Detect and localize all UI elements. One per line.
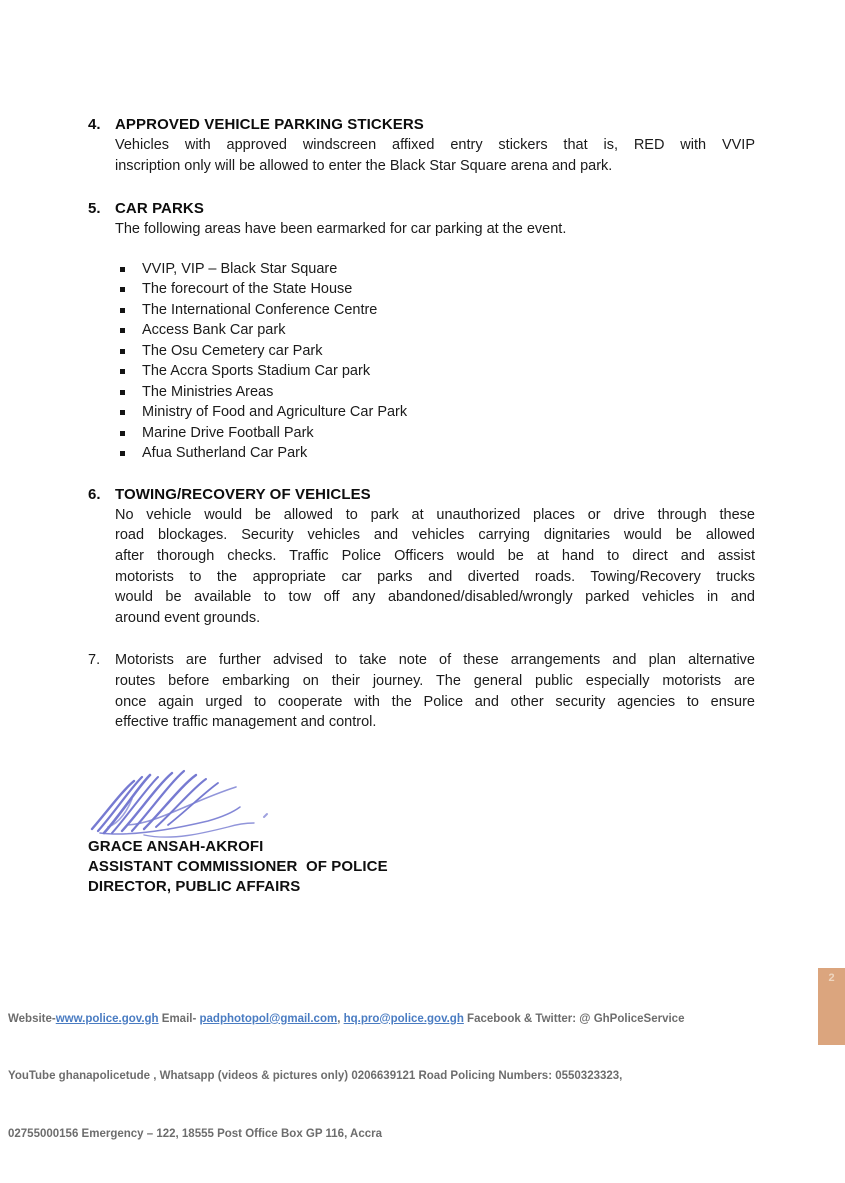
list-item (120, 382, 755, 403)
section-towing-recovery (88, 485, 755, 629)
signature (88, 765, 755, 837)
list-item-label: The forecourt of the State House (142, 281, 353, 298)
paragraph-line: would be available to tow off any abandoned/disabled/wrongly parked vehicles in and (115, 589, 755, 606)
list-item (120, 279, 755, 300)
list-item-label: The Osu Cemetery car Park (142, 342, 323, 359)
email-link-secondary[interactable]: hq.pro@police.gov.gh (343, 1012, 464, 1025)
bullet-square-icon (120, 349, 125, 354)
section-number: 7. (88, 652, 101, 669)
signatory-rank: ASSISTANT COMMISSIONER OF POLICE (88, 857, 388, 875)
website-label: Website- (8, 1012, 56, 1025)
list-item (120, 320, 755, 341)
bullet-square-icon (120, 451, 125, 456)
paragraph-line: around event grounds. (115, 609, 261, 626)
page-number: 2 (828, 972, 835, 984)
paragraph-line: Vehicles with approved windscreen affixed entry stickers that is, RED with VVIP (115, 137, 755, 153)
social-text: Facebook & Twitter: @ GhPoliceService (463, 1012, 685, 1025)
section-car-parks (88, 199, 755, 464)
section-motorists-advice (88, 650, 755, 732)
list-item-label: Afua Sutherland Car Park (142, 445, 308, 462)
paragraph-line: effective traffic management and control. (115, 714, 377, 731)
paragraph-line: after thorough checks. Traffic Police Officers would be at hand to direct and assist (115, 547, 755, 564)
list-item-label: VVIP, VIP – Black Star Square (142, 260, 338, 277)
email-link-primary[interactable]: padphotopol@gmail.com (199, 1012, 338, 1025)
paragraph-line: routes before embarking on their journey. The general public especially motorists are (115, 672, 755, 689)
paragraph-line: motorists to the appropriate car parks and diverted roads. Towing/Recovery trucks (115, 568, 755, 585)
paragraph-line: The following areas have been earmarked for car parking at the event. (115, 221, 567, 238)
list-item-label: Marine Drive Football Park (142, 424, 314, 441)
section-number: 5. (88, 200, 101, 218)
list-item-label: Access Bank Car park (142, 322, 286, 339)
list-item (120, 341, 755, 362)
bullet-square-icon (120, 308, 125, 313)
section-heading: CAR PARKS (115, 200, 204, 218)
signatory-block (88, 837, 755, 897)
section-heading: APPROVED VEHICLE PARKING STICKERS (115, 116, 424, 133)
section-heading: TOWING/RECOVERY OF VEHICLES (115, 485, 371, 503)
paragraph-line: No vehicle would be allowed to park at unauthorized places or drive through these (115, 506, 755, 523)
separator: , (337, 1012, 344, 1025)
bullet-square-icon (120, 328, 125, 333)
document-body (88, 115, 755, 897)
list-item (120, 259, 755, 280)
list-item (120, 402, 755, 423)
list-item-label: Ministry of Food and Agriculture Car Park (142, 404, 408, 421)
signature-ink-icon (88, 765, 273, 837)
paragraph-line: inscription only will be allowed to enter the Black Star Square arena and park. (115, 157, 613, 174)
list-item (120, 443, 755, 464)
list-item-label: The International Conference Centre (142, 301, 378, 318)
list-item (120, 423, 755, 444)
car-park-list (115, 259, 755, 464)
bullet-square-icon (120, 410, 125, 415)
paragraph-line: road blockages. Security vehicles and vehicles carrying dignitaries would be allowed (115, 527, 755, 544)
paragraph-line: Motorists are further advised to take note of these arrangements and plan alternative (115, 652, 755, 669)
footer-line-3: 02755000156 Emergency – 122, 18555 Post Office Box GP 116, Accra (8, 1128, 382, 1141)
page-footer (8, 971, 810, 1183)
bullet-square-icon (120, 369, 125, 374)
section-approved-stickers (88, 115, 755, 176)
page-number-tab (818, 968, 845, 1045)
list-item-label: The Ministries Areas (142, 383, 274, 400)
section-number: 4. (88, 116, 101, 133)
signatory-name: GRACE ANSAH-AKROFI (88, 837, 264, 855)
bullet-square-icon (120, 287, 125, 292)
bullet-square-icon (120, 390, 125, 395)
bullet-square-icon (120, 267, 125, 272)
list-item-label: The Accra Sports Stadium Car park (142, 363, 371, 380)
footer-line-2: YouTube ghanapolicetude , Whatsapp (videos & pictures only) 0206639121 Road Policing Numbers: 0550323323, (8, 1070, 623, 1083)
website-link[interactable]: www.police.gov.gh (55, 1012, 159, 1025)
bullet-square-icon (120, 431, 125, 436)
footer-line-1 (8, 1010, 810, 1029)
email-label: Email- (158, 1012, 200, 1025)
paragraph-line: once again urged to cooperate with the Police and other security agencies to ensure (115, 693, 755, 710)
list-item (120, 361, 755, 382)
list-item (120, 300, 755, 321)
signatory-title: DIRECTOR, PUBLIC AFFAIRS (88, 877, 301, 895)
section-number: 6. (88, 485, 101, 503)
